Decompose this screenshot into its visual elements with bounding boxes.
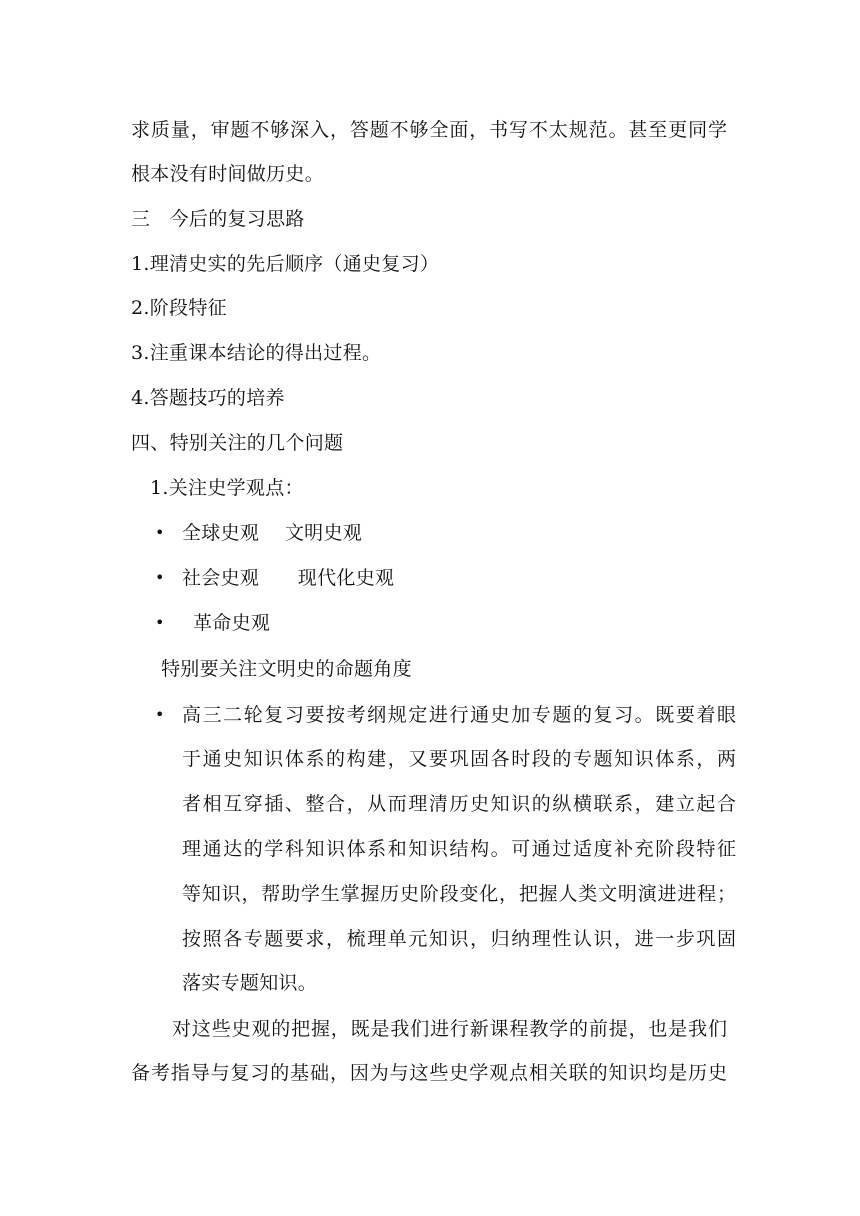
bullet-icon: • <box>155 613 165 632</box>
bullet-paragraph-line: 落实专题知识。 <box>182 972 318 994</box>
list-item: 2.阶段特征 <box>131 297 227 319</box>
bullet-icon: • <box>155 523 165 542</box>
note-line: 特别要关注文明史的命题角度 <box>161 658 412 680</box>
bullet-icon: • <box>155 568 165 587</box>
bullet-paragraph-line: 高三二轮复习要按考纲规定进行通史加专题的复习。既要着眼 <box>182 704 736 726</box>
sub-heading: 1.关注史学观点： <box>150 477 304 499</box>
bullet-item: 全球史观 文明史观 <box>182 522 363 544</box>
list-item: 3.注重课本结论的得出过程。 <box>131 342 382 364</box>
bullet-paragraph-line: 于通史知识体系的构建，又要巩固各时段的专题知识体系，两 <box>182 748 736 770</box>
paragraph-line: 根本没有时间做历史。 <box>131 163 325 185</box>
bullet-paragraph-line: 按照各专题要求，梳理单元知识，归纳理性认识，进一步巩固 <box>182 928 736 950</box>
bullet-paragraph-line: 等知识，帮助学生掌握历史阶段变化，把握人类文明演进进程； <box>182 883 736 905</box>
section-heading: 四、特别关注的几个问题 <box>131 432 344 454</box>
bullet-item: 社会史观 现代化史观 <box>182 567 395 589</box>
list-item: 1.理清史实的先后顺序（通史复习） <box>131 253 440 275</box>
paragraph-line: 备考指导与复习的基础，因为与这些史学观点相关联的知识均是历史 <box>131 1062 727 1084</box>
paragraph-line: 对这些史观的把握，既是我们进行新课程教学的前提，也是我们 <box>172 1018 727 1040</box>
bullet-icon: • <box>155 705 165 724</box>
list-item: 4.答题技巧的培养 <box>131 387 285 409</box>
paragraph-line: 求质量，审题不够深入，答题不够全面，书写不太规范。甚至更同学 <box>131 119 727 141</box>
bullet-paragraph-line: 理通达的学科知识体系和知识结构。可通过适度补充阶段特征 <box>182 838 736 860</box>
section-heading: 三 今后的复习思路 <box>131 208 305 230</box>
bullet-paragraph-line: 者相互穿插、整合，从而理清历史知识的纵横联系，建立起合 <box>182 793 736 815</box>
bullet-item: 革命史观 <box>193 612 271 634</box>
